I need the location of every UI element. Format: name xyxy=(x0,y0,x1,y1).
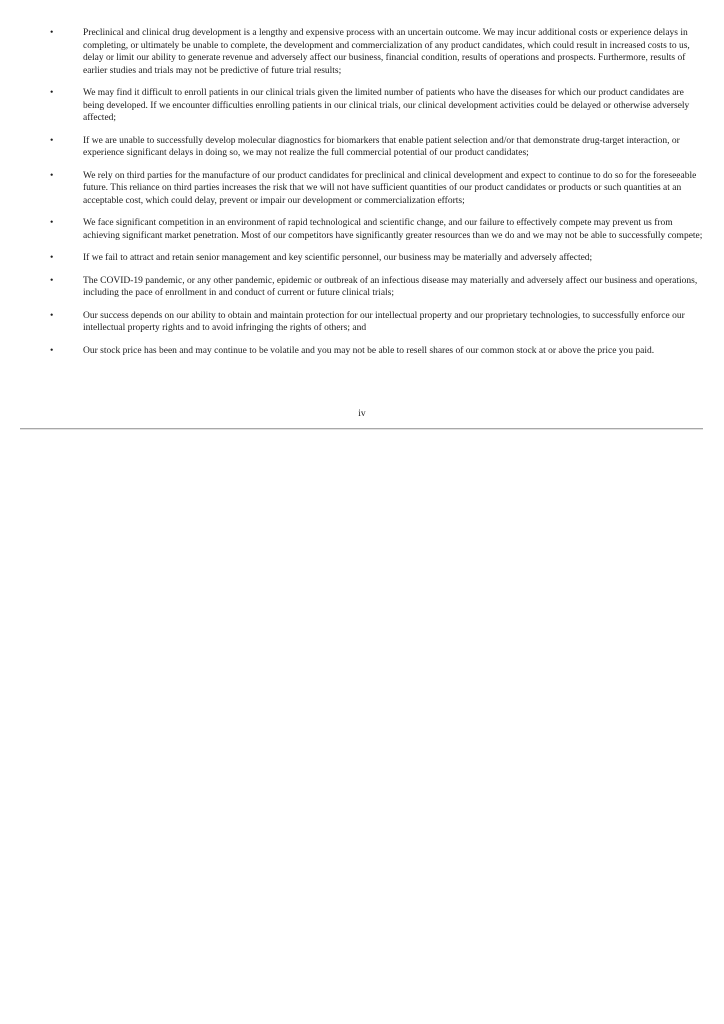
list-item xyxy=(0,87,724,125)
list-item xyxy=(0,217,724,242)
list-item-text: We may find it difficult to enroll patients in our clinical trials given the limited number of patients who have the diseases for which our product candidates are being developed. If we encounter difficulties enrolling patients in our clinical trials, our clinical development activities could be delayed or otherwise adversely affected; xyxy=(83,88,690,123)
list-item xyxy=(0,27,724,77)
bullet-icon: • xyxy=(50,28,54,38)
list-item-text: If we fail to attract and retain senior management and key scientific personnel, our business may be materially and adversely affected; xyxy=(83,253,593,263)
bullet-icon: • xyxy=(50,253,54,263)
list-item xyxy=(0,170,724,208)
list-item xyxy=(0,275,724,300)
list-item-text: We rely on third parties for the manufacture of our product candidates for preclinical and clinical development and expect to continue to do so for the foreseeable future. This reliance on third parties increases the risk that we will not have sufficient quantities of our product candidates or products or such quantities at an acceptable cost, which could delay, prevent or impair our development or commercialization efforts; xyxy=(83,170,697,206)
page-number: iv xyxy=(358,409,366,419)
bullet-icon: • xyxy=(50,310,54,321)
list-item xyxy=(0,252,724,265)
list-item xyxy=(0,310,724,335)
bullet-icon: • xyxy=(50,88,54,98)
list-item-text: The COVID-19 pandemic, or any other pandemic, epidemic or outbreak of an infectious disease may materially and adversely affect our business and operations, including the pace of enrollment in and conduct of current or future clinical trials; xyxy=(83,275,698,298)
bullet-icon: • xyxy=(50,275,54,286)
list-item-text: Preclinical and clinical drug development is a lengthy and expensive process with an uncertain outcome. We may incur additional costs or experience delays in completing, or ultimately be unable to complete, the development and commercialization of any product candidates, which could result in increased costs to us, delay or limit our ability to generate revenue and adversely affect our business, financial condition, results of operations and prospects. Furthermore, results of earlier studies and trials may not be predictive of future trial results; xyxy=(83,28,690,76)
list-item-text: Our success depends on our ability to obtain and maintain protection for our intellectual property and our proprietary technologies, to successfully enforce our intellectual property rights and to avoid infringing the rights of others; and xyxy=(83,310,685,333)
list-item xyxy=(0,345,724,358)
bullet-icon: • xyxy=(50,170,54,181)
list-item-text: Our stock price has been and may continue to be volatile and you may not be able to resell shares of our common stock at or above the price you paid. xyxy=(83,345,655,356)
bullet-icon: • xyxy=(50,218,54,228)
page-divider xyxy=(20,428,703,430)
list-item xyxy=(0,135,724,160)
risk-factor-summary-list xyxy=(0,27,724,367)
bullet-icon: • xyxy=(50,135,54,146)
list-item-text: We face significant competition in an environment of rapid technological and scientific change, and our failure to effectively compete may prevent us from achieving significant market penetration. Most of our competitors have significantly greater resources than we do and we may not be able to successfully compete; xyxy=(83,218,703,241)
list-item-text: If we are unable to successfully develop molecular diagnostics for biomarkers that enable patient selection and/or that demonstrate drug-target interaction, or experience significant delays in doing so, we may not realize the full commercial potential of our product candidates; xyxy=(83,135,680,158)
bullet-icon: • xyxy=(50,345,54,356)
